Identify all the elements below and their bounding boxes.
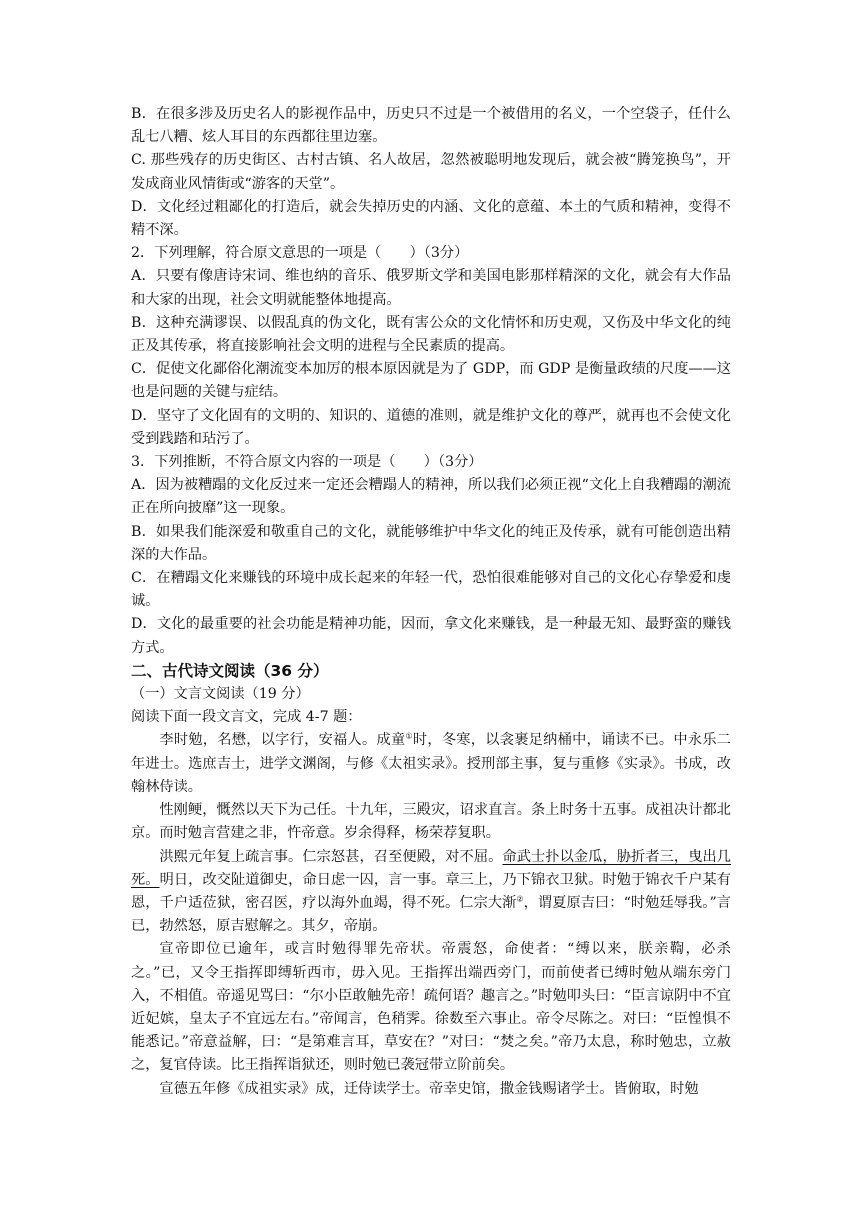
- q2-option-c: C．促使文化鄙俗化潮流变本加厉的根本原因就是为了 GDP，而 GDP 是衡量政绩的尺度——这也是问题的关键与症结。: [131, 361, 731, 401]
- passage-text: 明日，改交阯道御史，命日虑一囚，言一事。章三上，乃下锦衣卫狱。时勉于锦衣千户某有恩，千户适莅狱，密召医，疗以海外血竭，得不死。仁宗大渐: [131, 871, 731, 911]
- exam-page: [131, 103, 731, 1101]
- q3-option-a: A．因为被糟蹋的文化反过来一定还会糟蹋人的精神，所以我们必须正视“文化上自我糟蹋的潮流正在所向披靡”这一现象。: [131, 477, 731, 517]
- section-title: 二、古代诗文阅读（36 分）: [131, 661, 329, 680]
- footnote-marker: ①: [405, 731, 413, 741]
- underlined-sentence: 命武士扑以金瓜，胁折者三，曳出几死。: [131, 848, 731, 888]
- passage-paragraph-3: [131, 846, 731, 939]
- section-subtitle: （一）文言文阅读（19 分）: [131, 686, 310, 703]
- q1-option-c: C. 那些残存的历史街区、古村古镇、名人故居，忽然被聪明地发现后，就会被“腾笼换鸟”，开发成商业风情街或“游客的天堂”。: [131, 152, 731, 192]
- footnote-marker: ②: [516, 894, 524, 904]
- q3-stem: 3．下列推断，不符合原文内容的一项是（ ）（3分）: [131, 454, 483, 471]
- q2-option-b: B．这种充满谬误、以假乱真的伪文化，既有害公众的文化情怀和历史观，又伤及中华文化的纯正及其传承，将直接影响社会文明的进程与全民素质的提高。: [131, 314, 731, 355]
- q2-stem: 2．下列理解，符合原文意思的一项是（ ）（3分）: [131, 245, 469, 262]
- q3-option-c: C．在糟蹋文化来赚钱的环境中成长起来的年轻一代，恐怕很难能够对自己的文化心存挚爱和虔诚。: [131, 570, 731, 610]
- q2-option-a: A．只要有像唐诗宋词、维也纳的音乐、俄罗斯文学和美国电影那样精深的文化，就会有大作品和大家的出现，社会文明就能整体地提高。: [131, 268, 731, 308]
- passage-paragraph-5: 宣德五年修《成祖实录》成，迁侍读学士。帝幸史馆，撒金钱赐诸学士。皆俯取，时勉: [159, 1080, 699, 1097]
- q2-option-d: D．坚守了文化固有的文明的、知识的、道德的准则，就是维护文化的尊严，就再也不会使文化受到践踏和玷污了。: [131, 407, 731, 447]
- q3-option-b: B．如果我们能深爱和敬重自己的文化，就能够维护中华文化的纯正及传承，就有可能创造出精深的大作品。: [131, 523, 731, 563]
- passage-text: ，谓夏原吉曰：“时勉廷辱我。”言已，勃然怒，原吉慰解之。其夕，帝崩。: [131, 894, 731, 935]
- q1-option-d: D．文化经过粗鄙化的打造后，就会失掉历史的内涵、文化的意蕴、本土的气质和精神，变得不精不深。: [131, 198, 731, 239]
- passage-paragraph-4: 宣帝即位已逾年，或言时勉得罪先帝状。帝震怒，命使者：“缚以来，朕亲鞫，必杀之。”已，又令王指挥即缚斩西市，毋入见。王指挥出端西旁门，而前使者已缚时勉从端东旁门入，不相值。帝遥见骂曰：“尔小臣敢触先帝！疏何语？趣言之。”时勉叩头曰：“臣言谅阴中不宜近妃嫔，皇太子不宜远左右。”帝闻言，色稍霁。徐数至六事止。帝令尽陈之。对曰：“臣惶惧不能悉记。”帝意益解，曰：“是第难言耳，草安在？”对曰：“焚之矣。”帝乃太息，称时勉忠，立赦之，复官侍读。比王指挥诣狱还，则时勉已袭冠带立阶前矣。: [131, 941, 731, 1074]
- reading-instruction: 阅读下面一段文言文，完成 4-7 题：: [131, 709, 362, 726]
- passage-paragraph-1: [131, 729, 731, 799]
- passage-text: 李时勉，名懋，以字行，安福人。成童: [159, 732, 406, 749]
- passage-text: 时，冬寒，以衾裹足纳桶中，诵读不已。中永乐二年进士。选庶吉士，进学文渊阁，与修《太祖实录》。授刑部主事，复与重修《实录》。书成，改翰林侍读。: [131, 732, 731, 795]
- passage-text: 洪熙元年复上疏言事。仁宗怒甚，召至便殿，对不屈。: [159, 848, 503, 865]
- passage-paragraph-2: 性刚鲠，慨然以天下为己任。十九年，三殿灾，诏求直言。条上时务十五事。成祖决计都北京。而时勉言营建之非，忤帝意。岁余得释，杨荣荐复职。: [131, 802, 731, 842]
- q1-option-b: B．在很多涉及历史名人的影视作品中，历史只不过是一个被借用的名义，一个空袋子，任什么乱七八糟、炫人耳目的东西都往里边塞。: [131, 106, 731, 146]
- q3-option-d: D．文化的最重要的社会功能是精神功能，因而，拿文化来赚钱，是一种最无知、最野蛮的赚钱方式。: [131, 616, 731, 656]
